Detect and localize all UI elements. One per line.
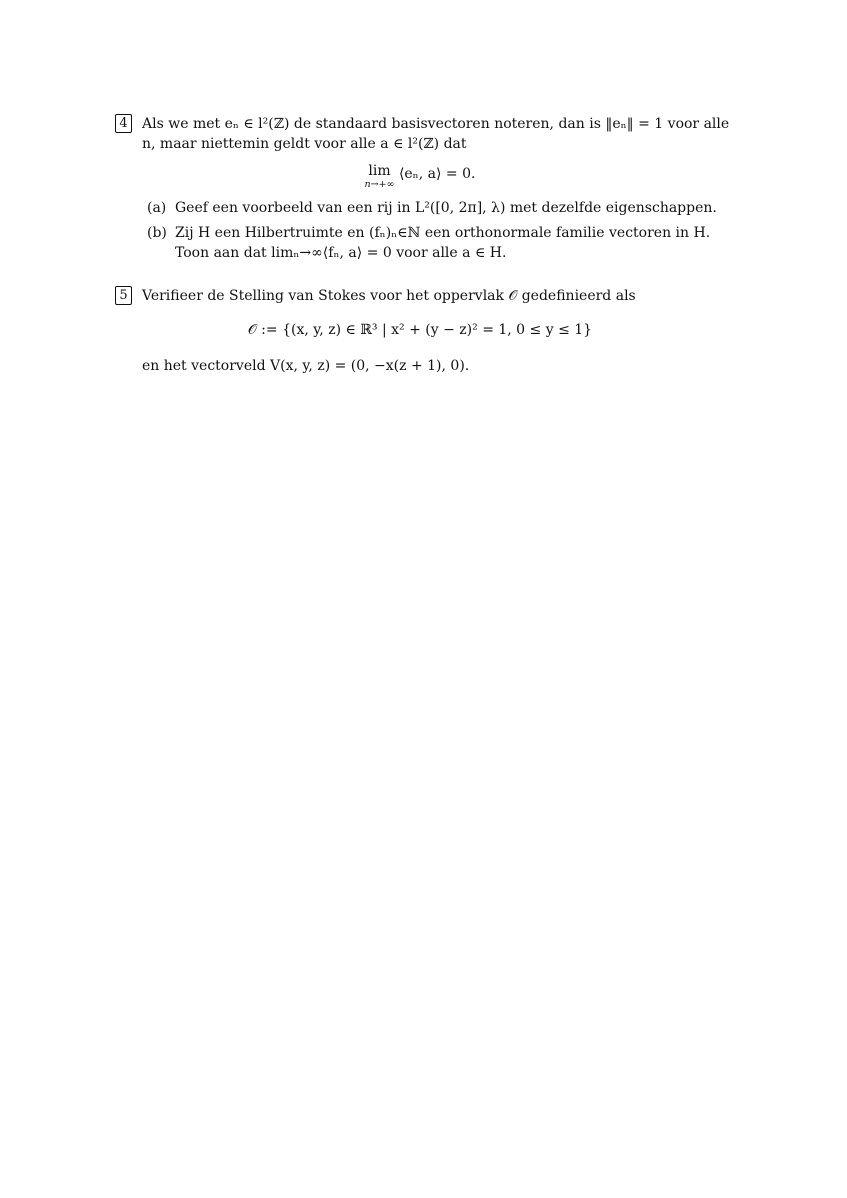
problem-outro-line: en het vectorveld V(x, y, z) = (0, −x(z + 1), 0).	[142, 358, 470, 374]
sub-question-text: Geef een voorbeeld van een rij in L²([0, 2π], λ) met dezelfde eigenschappen.	[175, 200, 717, 216]
problem-5	[115, 286, 725, 376]
problem-intro-line: Verifieer de Stelling van Stokes voor het oppervlak 𝒪 gedefinieerd als	[142, 288, 636, 304]
display-equation: 𝒪 := {(x, y, z) ∈ ℝ³ | x² + (y − z)² = 1, 0 ≤ y ≤ 1}	[247, 322, 593, 338]
limit-operator	[365, 164, 395, 190]
sub-question-list	[147, 198, 725, 263]
sub-question-label: (b)	[147, 225, 167, 241]
display-equation	[115, 164, 725, 190]
sub-question-label: (a)	[147, 200, 167, 216]
sub-question	[147, 198, 725, 218]
problem-4	[115, 114, 730, 268]
problem-intro-line: n, maar niettemin geldt voor alle a ∈ l²(ℤ) dat	[142, 136, 467, 152]
problem-text	[142, 286, 725, 306]
lim-subscript: n→+∞	[364, 179, 395, 190]
equation-rest: ⟨eₙ, a⟩ = 0.	[398, 166, 476, 182]
problem-intro-line: Als we met eₙ ∈ l²(ℤ) de standaard basisvectoren noteren, dan is ‖eₙ‖ = 1 voor alle	[142, 116, 730, 132]
sub-question	[147, 223, 725, 263]
problem-text	[142, 114, 730, 154]
sub-question-text: Toon aan dat limₙ→∞⟨fₙ, a⟩ = 0 voor alle a ∈ H.	[175, 245, 507, 261]
problem-number-box: 4	[115, 114, 132, 133]
lim-text: lim	[368, 163, 391, 179]
sub-question-text: Zij H een Hilbertruimte en (fₙ)ₙ∈ℕ een orthonormale familie vectoren in H.	[175, 225, 711, 241]
problem-number-box: 5	[115, 286, 132, 305]
problem-text	[142, 356, 725, 376]
